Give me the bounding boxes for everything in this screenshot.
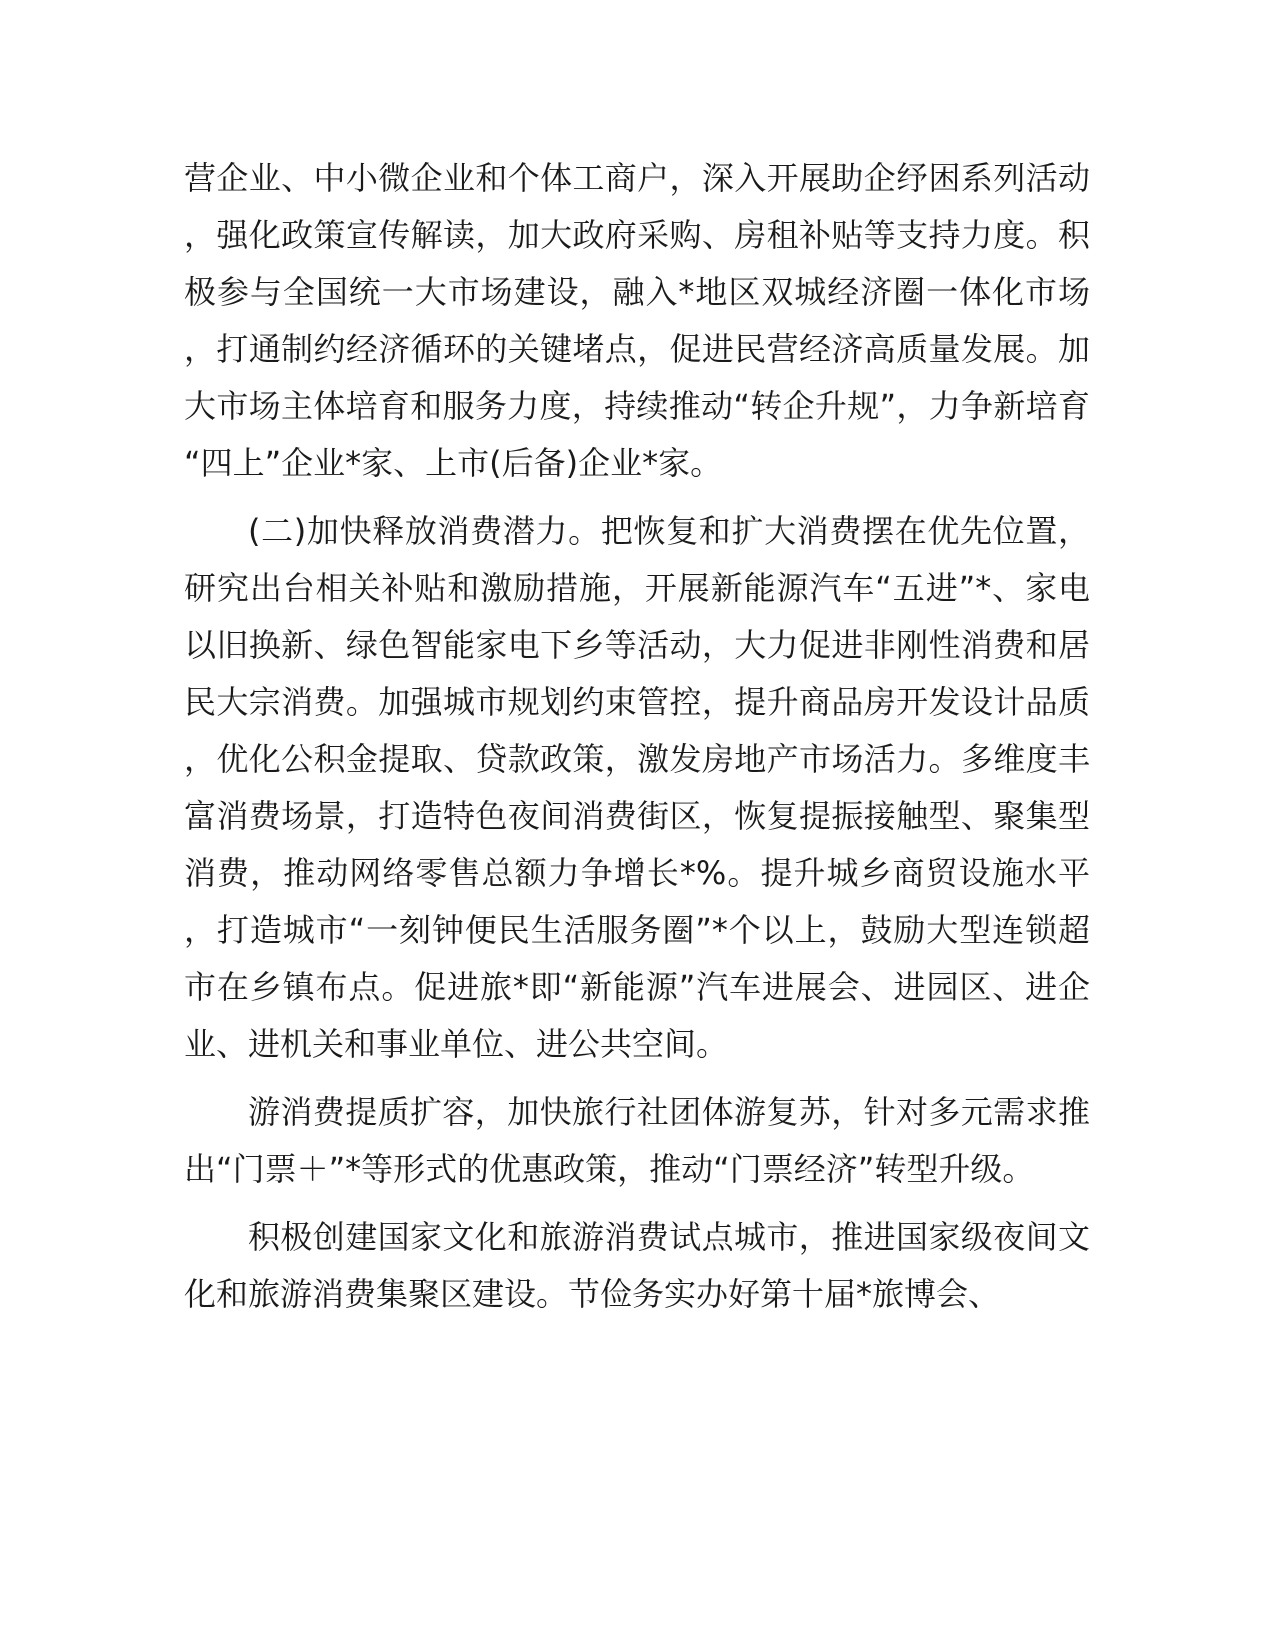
paragraph-3: 游消费提质扩容，加快旅行社团体游复苏，针对多元需求推出“门票＋”*等形式的优惠政策，推动“门票经济”转型升级。 xyxy=(184,1093,1090,1188)
paragraph-1: 营企业、中小微企业和个体工商户，深入开展助企纾困系列活动，强化政策宣传解读，加大政府采购、房租补贴等支持力度。积极参与全国统一大市场建设，融入*地区双城经济圈一体化市场，打通制约经济循环的关键堵点，促进民营经济高质量发展。加大市场主体培育和服务力度，持续推动“转企升规”，力争新培育“四上”企业*家、上市(后备)企业*家。 xyxy=(184,159,1090,482)
paragraph-4: 积极创建国家文化和旅游消费试点城市，推进国家级夜间文化和旅游消费集聚区建设。节俭务实办好第十届*旅博会、 xyxy=(184,1218,1090,1313)
paragraph-2: (二)加快释放消费潜力。把恢复和扩大消费摆在优先位置，研究出台相关补贴和激励措施，开展新能源汽车“五进”*、家电以旧换新、绿色智能家电下乡等活动，大力促进非刚性消费和居民大宗消费。加强城市规划约束管控，提升商品房开发设计品质，优化公积金提取、贷款政策，激发房地产市场活力。多维度丰富消费场景，打造特色夜间消费街区，恢复提振接触型、聚集型消费，推动网络零售总额力争增长*%。提升城乡商贸设施水平，打造城市“一刻钟便民生活服务圈”*个以上，鼓励大型连锁超市在乡镇布点。促进旅*即“新能源”汽车进展会、进园区、进企业、进机关和事业单位、进公共空间。 xyxy=(184,512,1090,1063)
document-body xyxy=(184,150,1090,1334)
